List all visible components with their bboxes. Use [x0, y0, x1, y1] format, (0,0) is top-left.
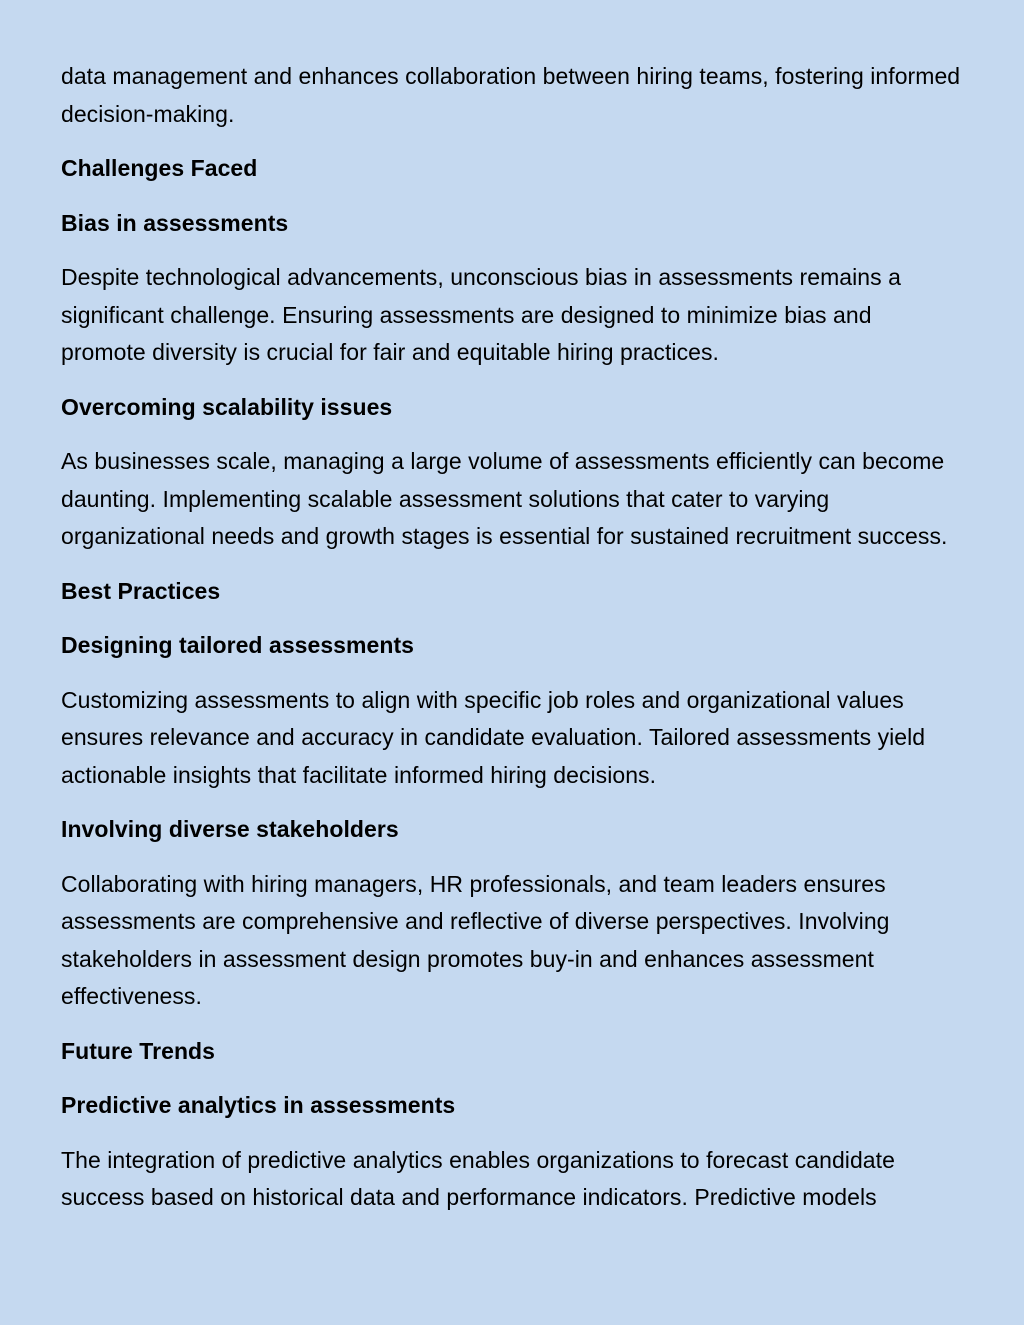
section-heading-best-practices: Best Practices — [61, 577, 221, 604]
paragraph-predictive-analytics: The integration of predictive analytics enables organizations to forecast candidate success based on historical data and performance indicators. Predictive models — [61, 1146, 895, 1210]
paragraph-intro-continuation: data management and enhances collaboration between hiring teams, fostering informed decision-making. — [61, 63, 961, 127]
subheading-tailored-assessments: Designing tailored assessments — [61, 632, 415, 658]
paragraph-bias: Despite technological advancements, unconscious bias in assessments remains a significant challenge. Ensuring assessments are designed to minimize bias and promote diversity is crucial for fair and equitable hiring practices. — [61, 264, 901, 365]
section-heading-future-trends: Future Trends — [61, 1037, 216, 1064]
subheading-scalability-issues: Overcoming scalability issues — [61, 393, 393, 420]
subheading-diverse-stakeholders: Involving diverse stakeholders — [61, 816, 399, 842]
paragraph-tailored-assessments: Customizing assessments to align with specific job roles and organizational values ensures relevance and accuracy in candidate evaluation. Tailored assessments yield actionable insights that facilitate informed hiring decisions. — [61, 686, 926, 788]
section-heading-challenges-faced: Challenges Faced — [61, 155, 258, 181]
paragraph-diverse-stakeholders: Collaborating with hiring managers, HR professionals, and team leaders ensures assessments are comprehensive and reflective of diverse perspectives. Involving stakeholders in assessment design promotes buy-in and enhances assessment effectiveness. — [61, 870, 890, 1009]
paragraph-scalability: As businesses scale, managing a large volume of assessments efficiently can become daunting. Implementing scalable assessment solutions that cater to varying organizational needs and growth stages is essential for sustained recruitment success. — [61, 448, 948, 549]
subheading-bias-in-assessments: Bias in assessments — [61, 209, 289, 236]
subheading-predictive-analytics: Predictive analytics in assessments — [61, 1092, 456, 1118]
